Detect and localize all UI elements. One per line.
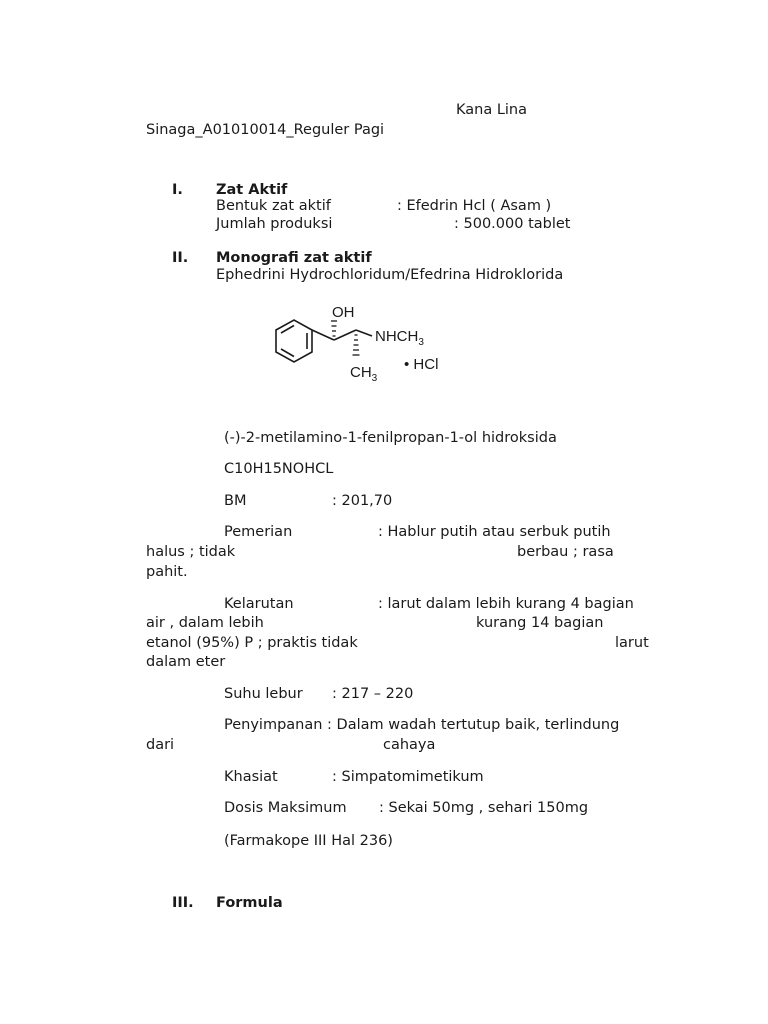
jumlah-label: Jumlah produksi: [216, 216, 333, 232]
bm-label: BM: [224, 493, 247, 509]
pemerian-label: Pemerian: [224, 524, 293, 540]
penyimpanan-line2b: cahaya: [383, 737, 436, 753]
ch3-n-label: CH: [396, 328, 419, 345]
hashed-wedge-ch3: [353, 335, 360, 355]
section-2-title: Monografi zat aktif: [216, 250, 372, 266]
reference: (Farmakope III Hal 236): [224, 833, 393, 849]
author-id: Sinaga_A01010014_Reguler Pagi: [146, 122, 385, 138]
bm-value: : 201,70: [332, 493, 393, 509]
kelarutan-line4: dalam eter: [146, 654, 226, 670]
dosis-label: Dosis Maksimum: [224, 800, 347, 816]
bentuk-value: : Efedrin Hcl ( Asam ): [397, 198, 552, 214]
dosis-value: : Sekai 50mg , sehari 150mg: [379, 800, 589, 816]
ephedrine-structure-diagram: [266, 300, 466, 390]
kelarutan-label: Kelarutan: [224, 596, 294, 612]
section-1-title: Zat Aktif: [216, 182, 288, 198]
khasiat-value: : Simpatomimetikum: [332, 769, 484, 785]
penyimpanan-line1: Penyimpanan : Dalam wadah tertutup baik, terlindung: [224, 717, 620, 733]
iupac-name: (-)-2-metilamino-1-fenilpropan-1-ol hidroksida: [224, 430, 557, 446]
kelarutan-line3a: etanol (95%) P ; praktis tidak: [146, 635, 358, 651]
kelarutan-line1: : larut dalam lebih kurang 4 bagian: [378, 596, 634, 612]
nhch3-label: [375, 328, 424, 348]
bentuk-label: Bentuk zat aktif: [216, 198, 331, 214]
jumlah-value: : 500.000 tablet: [454, 216, 571, 232]
pemerian-line1: : Hablur putih atau serbuk putih: [378, 524, 611, 540]
ch3-c-text: CH: [350, 364, 372, 381]
nh-label: NH: [375, 328, 397, 345]
suhu-lebur-value: : 217 – 220: [332, 686, 414, 702]
suhu-lebur-label: Suhu lebur: [224, 686, 303, 702]
kelarutan-line2a: air , dalam lebih: [146, 615, 264, 631]
ch3-c-label: [350, 364, 378, 384]
section-2-number: II.: [172, 250, 189, 266]
section-3-title: Formula: [216, 895, 283, 911]
author-name: Kana Lina: [456, 102, 528, 118]
ch3-c-subscript: 3: [371, 373, 378, 384]
section-2-subtitle: Ephedrini Hydrochloridum/Efedrina Hidroklorida: [216, 267, 564, 283]
pemerian-line2b: berbau ; rasa: [517, 544, 614, 560]
kelarutan-line3b: larut: [615, 635, 649, 651]
penyimpanan-line2a: dari: [146, 737, 175, 753]
kelarutan-line2b: kurang 14 bagian: [476, 615, 604, 631]
oh-label: OH: [332, 304, 355, 321]
pemerian-line2a: halus ; tidak: [146, 544, 236, 560]
khasiat-label: Khasiat: [224, 769, 278, 785]
hcl-label: • HCl: [404, 356, 439, 373]
ch3-n-subscript: 3: [418, 337, 424, 348]
section-1-number: I.: [172, 182, 183, 198]
section-3-number: III.: [172, 895, 194, 911]
hashed-wedge-oh: [331, 321, 337, 336]
molecular-formula: C10H15NOHCL: [224, 461, 334, 477]
pemerian-line3: pahit.: [146, 564, 188, 580]
